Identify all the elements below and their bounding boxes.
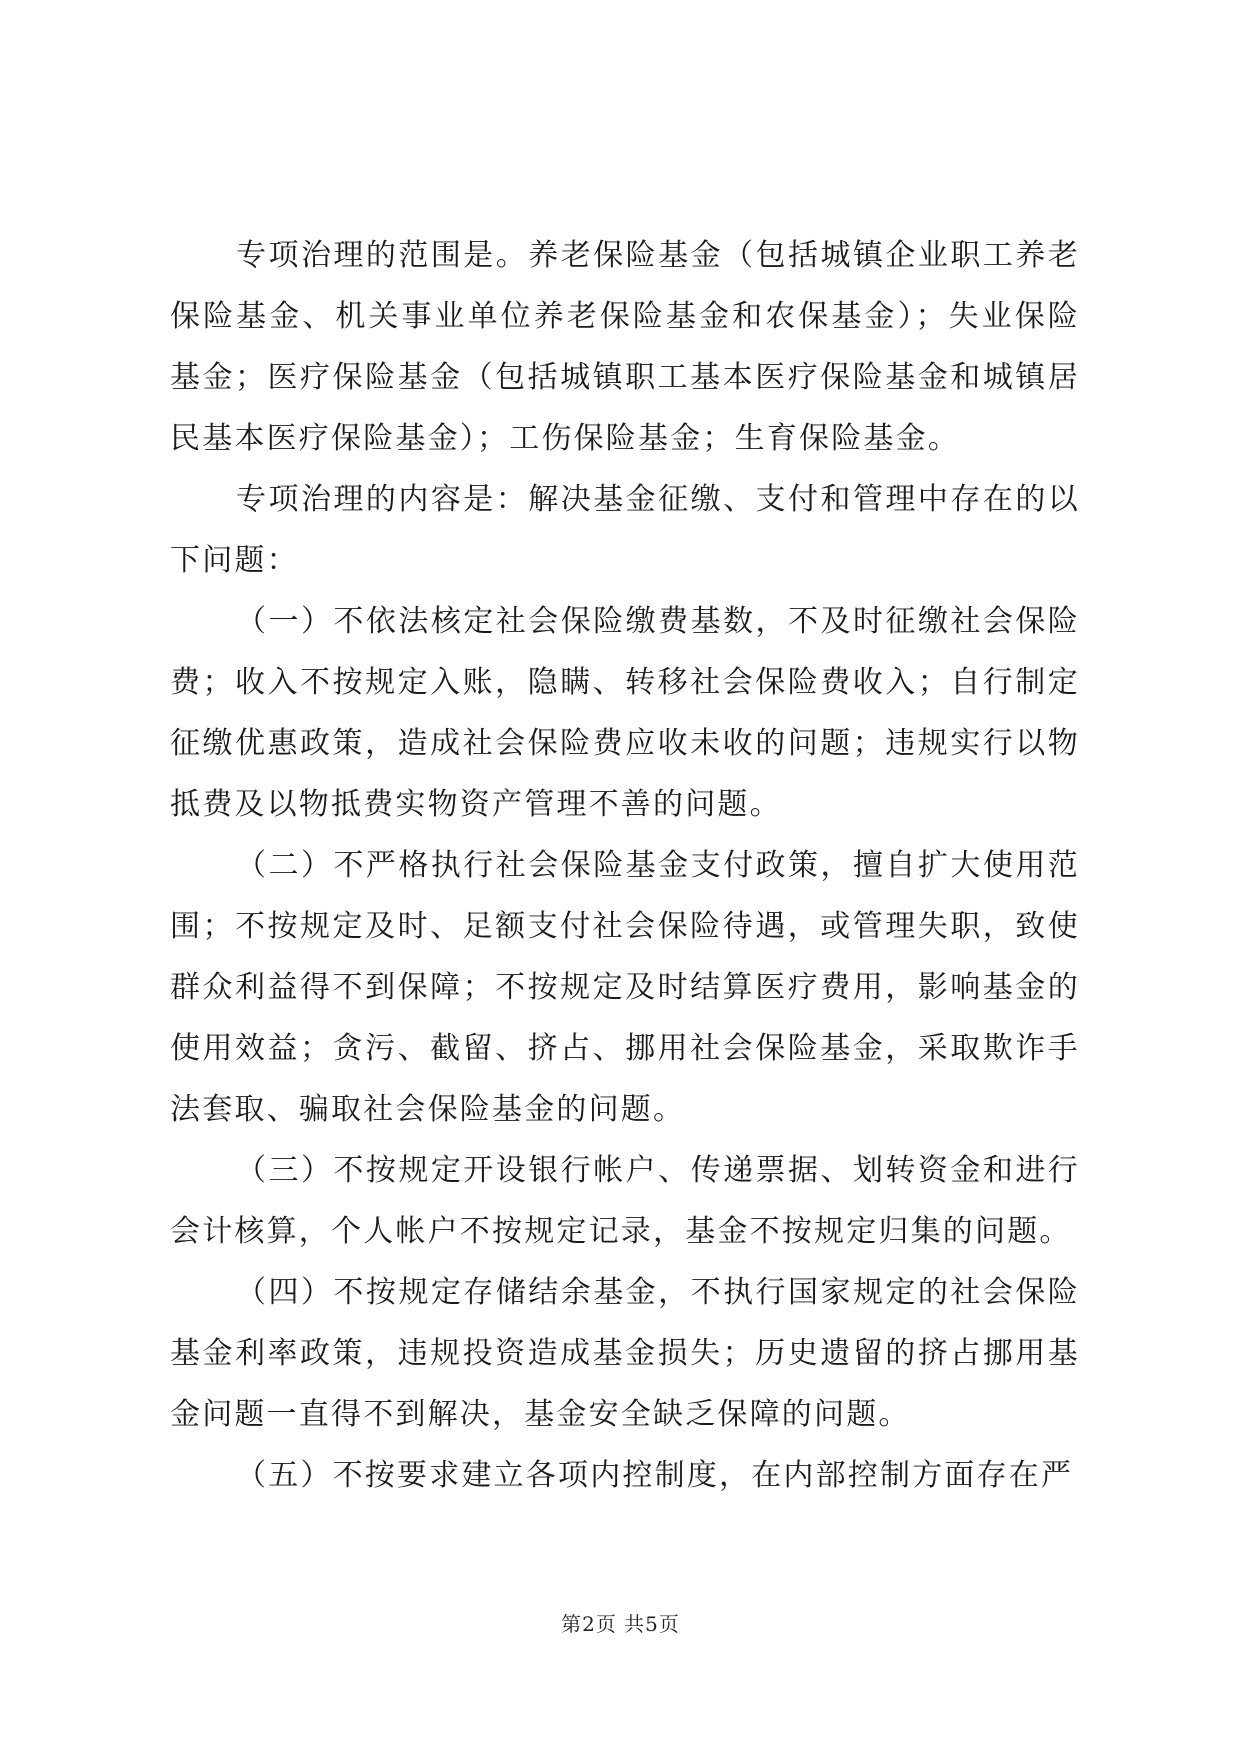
page-number-footer: 第2页 共5页 [561, 1612, 680, 1636]
paragraph-item-4: （四）不按规定存储结余基金，不执行国家规定的社会保险基金利率政策，违规投资造成基金损失；历史遗留的挤占挪用基金问题一直得不到解决，基金安全缺乏保障的问题。 [170, 1275, 1080, 1432]
paragraph-item-5: （五）不按要求建立各项内控制度，在内部控制方面存在严 [236, 1458, 1074, 1493]
paragraph-item-3: （三）不按规定开设银行帐户、传递票据、划转资金和进行会计核算，个人帐户不按规定记录，基金不按规定归集的问题。 [170, 1153, 1080, 1249]
paragraph-scope: 专项治理的范围是。养老保险基金（包括城镇企业职工养老保险基金、机关事业单位养老保险基金和农保基金）；失业保险基金；医疗保险基金（包括城镇职工基本医疗保险基金和城镇居民基本医疗保险基金）；工伤保险基金；生育保险基金。 [170, 238, 1080, 456]
document-body [170, 225, 1080, 1506]
paragraph-item-2: （二）不严格执行社会保险基金支付政策，擅自扩大使用范围；不按规定及时、足额支付社会保险待遇，或管理失职，致使群众利益得不到保障；不按规定及时结算医疗费用，影响基金的使用效益；贪污、截留、挤占、挪用社会保险基金，采取欺诈手法套取、骗取社会保险基金的问题。 [170, 848, 1080, 1127]
paragraph-item-1: （一）不依法核定社会保险缴费基数，不及时征缴社会保险费；收入不按规定入账，隐瞒、转移社会保险费收入；自行制定征缴优惠政策，造成社会保险费应收未收的问题；违规实行以物抵费及以物抵费实物资产管理不善的问题。 [170, 604, 1080, 822]
paragraph-content-intro: 专项治理的内容是：解决基金征缴、支付和管理中存在的以下问题： [170, 482, 1080, 578]
